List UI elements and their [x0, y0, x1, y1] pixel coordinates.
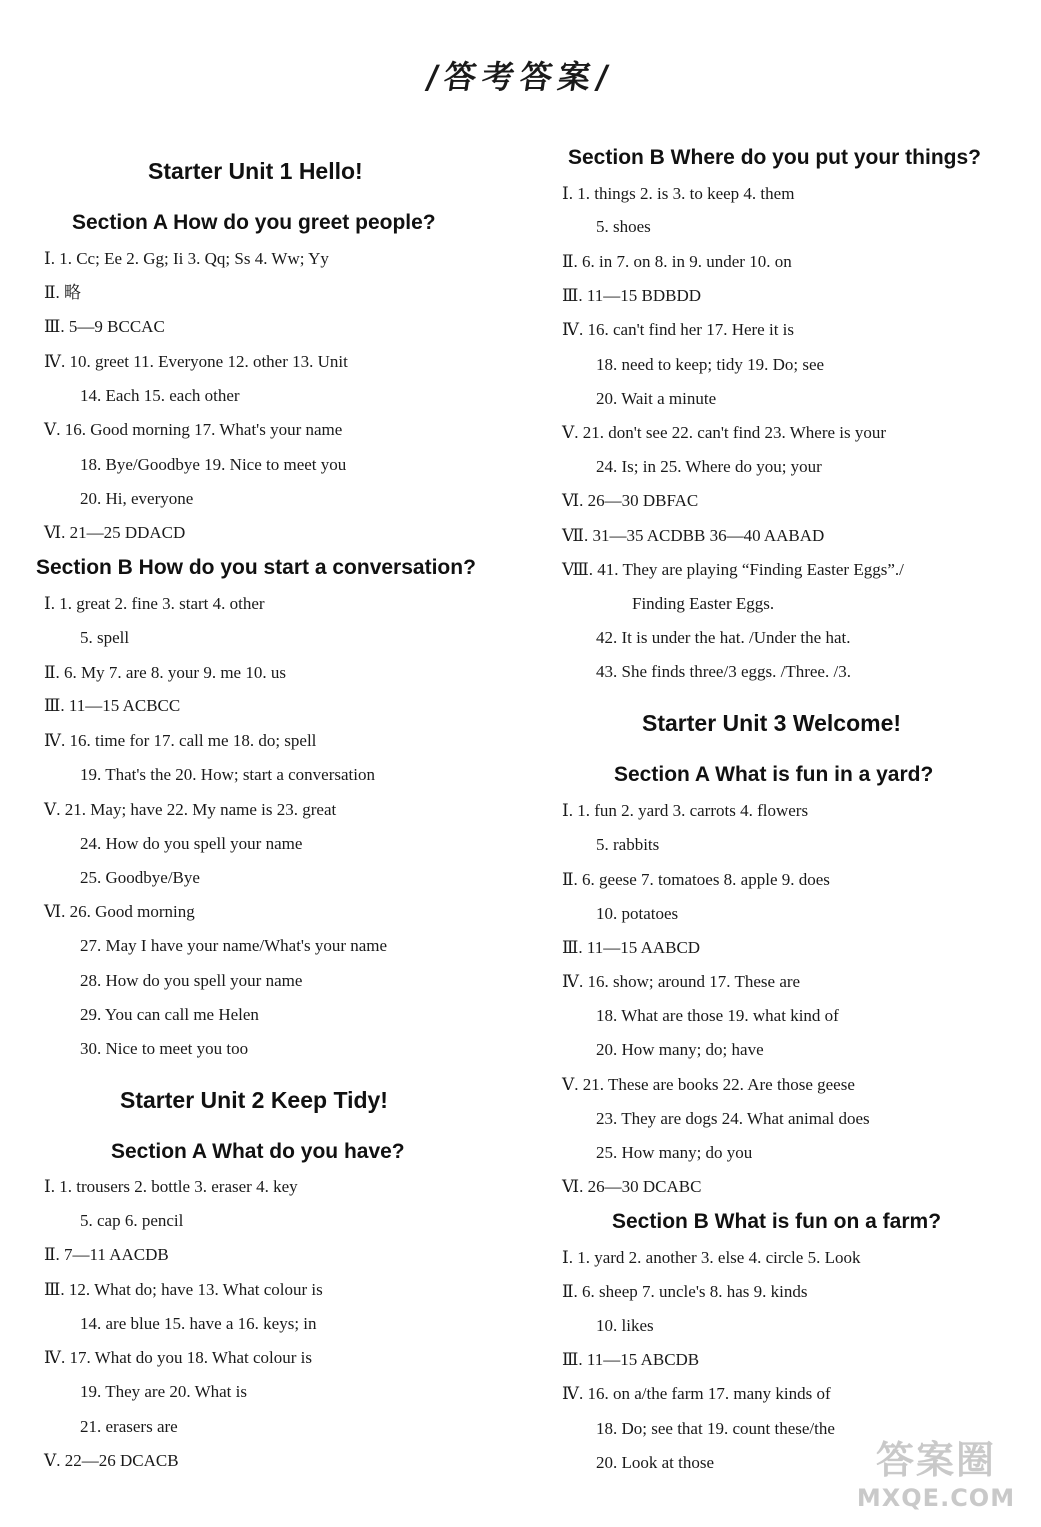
site-watermark	[841, 1429, 1031, 1519]
answer-line: 42. It is under the hat. /Under the hat.	[596, 628, 851, 647]
answer-line: Ⅱ. 7—11 AACDB	[44, 1245, 169, 1264]
answer-line: 14. are blue 15. have a 16. keys; in	[80, 1314, 317, 1333]
watermark-logo-text: 答案圈	[875, 1438, 996, 1482]
answer-line: 19. They are 20. What is	[80, 1382, 247, 1401]
answer-line: 20. Wait a minute	[596, 389, 717, 408]
answer-line: Ⅱ. 6. My 7. are 8. your 9. me 10. us	[44, 663, 286, 682]
answer-line: Ⅵ. 26. Good morning	[44, 902, 195, 921]
answer-line: Ⅰ. 1. great 2. fine 3. start 4. other	[44, 594, 265, 613]
answer-line: 28. How do you spell your name	[80, 971, 303, 990]
answer-line: Ⅰ. 1. things 2. is 3. to keep 4. them	[562, 184, 795, 203]
answer-line: 10. potatoes	[596, 904, 679, 923]
answer-line: 5. rabbits	[596, 835, 660, 854]
answer-line: 29. You can call me Helen	[80, 1005, 259, 1024]
answer-line: 18. need to keep; tidy 19. Do; see	[596, 355, 825, 374]
answer-line: Ⅲ. 11—15 ABCDB	[562, 1350, 700, 1369]
answer-line: 24. Is; in 25. Where do you; your	[596, 457, 822, 476]
answer-line: Ⅵ. 21—25 DDACD	[44, 523, 186, 542]
answer-line: 20. How many; do; have	[596, 1040, 764, 1059]
answer-line: Finding Easter Eggs.	[632, 594, 775, 613]
unit-3-title: Starter Unit 3 Welcome!	[642, 710, 902, 736]
answer-line: 5. shoes	[596, 217, 651, 236]
answer-line: 27. May I have your name/What's your name	[80, 936, 388, 955]
answer-line: 5. cap 6. pencil	[80, 1211, 184, 1230]
answer-line: 14. Each 15. each other	[80, 386, 240, 405]
answer-line: Ⅳ. 16. can't find her 17. Here it is	[562, 320, 795, 339]
unit-1-section-a-title: Section A How do you greet people?	[72, 211, 436, 234]
answer-line: 23. They are dogs 24. What animal does	[596, 1109, 870, 1128]
answer-line: Ⅰ. 1. fun 2. yard 3. carrots 4. flowers	[562, 801, 809, 820]
answer-line: 18. Do; see that 19. count these/the	[596, 1419, 835, 1438]
answer-line: Ⅲ. 12. What do; have 13. What colour is	[44, 1280, 323, 1299]
answer-line: 20. Look at those	[596, 1453, 715, 1472]
answer-line: Ⅴ. 21. don't see 22. can't find 23. Where is your	[562, 423, 887, 442]
answer-line: 10. likes	[596, 1316, 654, 1335]
answer-line: Ⅴ. 21. May; have 22. My name is 23. great	[44, 800, 337, 819]
answer-line: Ⅱ. 6. in 7. on 8. in 9. under 10. on	[562, 252, 792, 271]
unit-1-section-b-title: Section B How do you start a conversation?	[36, 556, 476, 579]
answer-line: Ⅳ. 16. on a/the farm 17. many kinds of	[562, 1384, 831, 1403]
unit-3-section-a-title: Section A What is fun in a yard?	[614, 763, 934, 786]
answer-line: Ⅱ. 略	[44, 283, 82, 302]
answer-line: Ⅱ. 6. geese 7. tomatoes 8. apple 9. does	[562, 870, 830, 889]
answer-line: Ⅲ. 11—15 AABCD	[562, 938, 701, 957]
unit-2-title: Starter Unit 2 Keep Tidy!	[120, 1087, 388, 1113]
answer-line: 18. What are those 19. what kind of	[596, 1006, 839, 1025]
answer-line: Ⅵ. 26—30 DCABC	[562, 1177, 702, 1196]
answer-line: Ⅲ. 11—15 BDBDD	[562, 286, 702, 305]
watermark-url: MXQE.COM	[856, 1484, 1016, 1512]
answer-line: Ⅳ. 16. time for 17. call me 18. do; spell	[44, 731, 317, 750]
answer-line: Ⅴ. 22—26 DCACB	[44, 1451, 179, 1470]
answer-line: 18. Bye/Goodbye 19. Nice to meet you	[80, 455, 347, 474]
answer-line: 25. How many; do you	[596, 1143, 753, 1162]
answer-line: 5. spell	[80, 628, 130, 647]
answer-line: Ⅴ. 16. Good morning 17. What's your name	[44, 420, 343, 439]
answer-line: 30. Nice to meet you too	[80, 1039, 249, 1058]
unit-2-section-b-title: Section B Where do you put your things?	[568, 146, 981, 169]
answer-line: Ⅲ. 11—15 ACBCC	[44, 696, 181, 715]
answer-line: 43. She finds three/3 eggs. /Three. /3.	[596, 662, 851, 681]
page-title: /答考答案/	[423, 58, 617, 96]
answer-line: Ⅷ. 41. They are playing “Finding Easter Eggs”./	[562, 560, 904, 579]
answer-line: Ⅳ. 16. show; around 17. These are	[562, 972, 801, 991]
answer-line: 21. erasers are	[80, 1417, 178, 1436]
unit-3-section-b-title: Section B What is fun on a farm?	[612, 1210, 942, 1233]
answer-line: Ⅲ. 5—9 BCCAC	[44, 317, 165, 336]
answer-line: 24. How do you spell your name	[80, 834, 303, 853]
answer-line: Ⅰ. 1. trousers 2. bottle 3. eraser 4. key	[44, 1177, 298, 1196]
answer-line: 19. That's the 20. How; start a conversation	[80, 765, 375, 784]
unit-2-section-a-title: Section A What do you have?	[111, 1140, 405, 1163]
answer-line: Ⅰ. 1. Cc; Ee 2. Gg; Ii 3. Qq; Ss 4. Ww; Yy	[44, 249, 329, 268]
answer-line: Ⅰ. 1. yard 2. another 3. else 4. circle 5. Look	[562, 1248, 861, 1267]
unit-1-title: Starter Unit 1 Hello!	[148, 158, 363, 184]
answer-line: Ⅵ. 26—30 DBFAC	[562, 491, 699, 510]
answer-line: Ⅳ. 17. What do you 18. What colour is	[44, 1348, 313, 1367]
answer-line: 25. Goodbye/Bye	[80, 868, 200, 887]
answer-line: Ⅴ. 21. These are books 22. Are those geese	[562, 1075, 855, 1094]
answer-line: Ⅱ. 6. sheep 7. uncle's 8. has 9. kinds	[562, 1282, 808, 1301]
answer-line: Ⅶ. 31—35 ACDBB 36—40 AABAD	[562, 526, 825, 545]
answer-line: 20. Hi, everyone	[80, 489, 194, 508]
answer-line: Ⅳ. 10. greet 11. Everyone 12. other 13. Unit	[44, 352, 348, 371]
